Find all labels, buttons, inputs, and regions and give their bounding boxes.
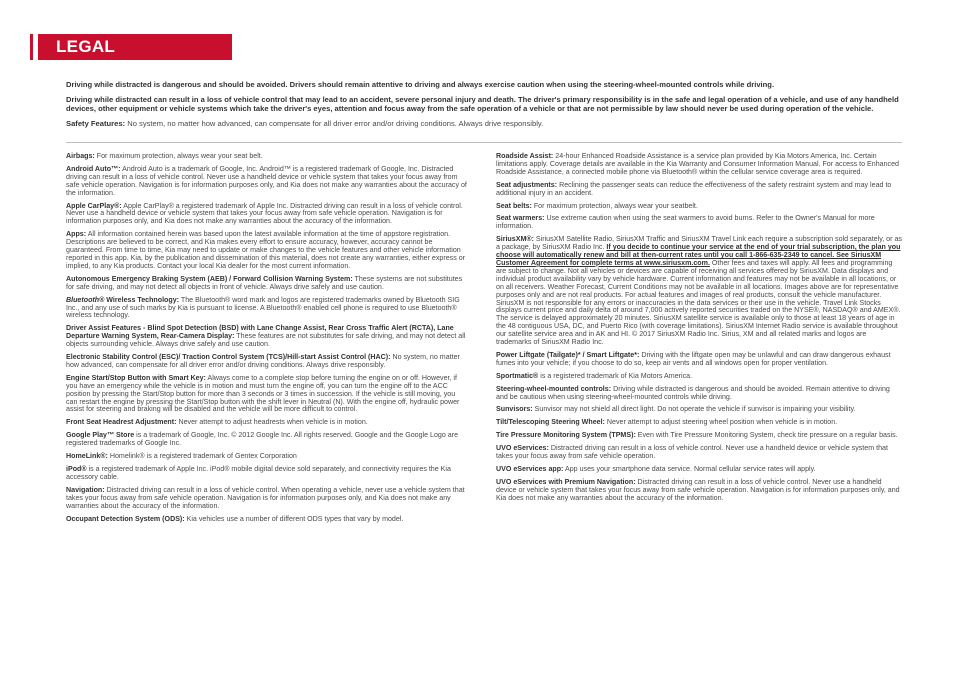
disclaimer-text: Kia vehicles use a number of different ODS types that vary by model. <box>184 514 404 523</box>
disclaimer-text: Never attempt to adjust headrests when vehicle is in motion. <box>176 418 368 427</box>
disclaimer-label: Seat belts: <box>496 201 532 210</box>
disclaimer-uvo-premium-navigation <box>496 479 902 503</box>
disclaimer-label: Wireless Technology: <box>104 295 180 304</box>
disclaimer-label: iPod® <box>66 465 87 473</box>
disclaimer-label: Seat adjustments: <box>496 180 558 189</box>
intro-section <box>66 81 906 136</box>
disclaimer-text: These features are not substitutes for safe driving, and may not detect all objects surrounding vehicle. Always drive safely and use caution. <box>66 332 466 349</box>
disclaimer-text: is a registered trademark of Apple Inc. iPod® mobile digital device sold separately, and connectivity requires the Kia accessory cable. <box>66 465 451 481</box>
disclaimer-label: Roadside Assist: <box>496 152 554 160</box>
disclaimer-esc <box>66 354 468 370</box>
disclaimer-label: Tire Pressure Monitoring System (TPMS): <box>496 431 636 440</box>
disclaimer-label: Sunvisors: <box>496 405 533 414</box>
disclaimer-text: Other fees and taxes will apply. All fees and programming are subject to change. Not all vehicles or devices are capable of receiving all services offered by SiriusXM. Data displays and individual product availability vary by vehicle hardware. Current information and features may not be available in all locations, or on all receivers. Weather Forecast, Current Conditions may not be available in all locations. Images above are for representative purposes only and are not real products. For actual features and images of real products, consult the vehicle manufacturer. SiriusXM is not responsible for any errors or inaccuracies in the data services or their use in the vehicle. Travel Link Stocks displays current price and daily delta of around 7,000 actively reported securities traded on the NYSE®, NASDAQ® and AMEX®. The service is delayed approximately 20 minutes. SiriusXM satellite service is available only to those at least 18 years of age in the 48 contiguous USA, DC, and Puerto Rico (with coverage limitations). SiriusXM Internet Radio service is available throughout our satellite service area and in AK and HI. © 2017 SiriusXM Radio Inc. Sirius, XM and all related marks and logos are trademarks of SiriusXM Radio Inc. <box>496 258 901 347</box>
disclaimer-text: App uses your smartphone data service. Normal cellular service rates will apply. <box>563 465 816 473</box>
disclaimer-android-auto <box>66 166 468 198</box>
disclaimer-aeb <box>66 276 468 292</box>
disclaimer-label: UVO eServices with Premium Navigation: <box>496 477 636 486</box>
disclaimer-homelink <box>66 453 468 461</box>
safety-features-text: No system, no matter how advanced, can compensate for all driver error and/or driving conditions. Always drive responsibly. <box>125 119 544 129</box>
disclaimer-text: Distracted driving can result in a loss of vehicle control. Never use a handheld device or vehicle system that takes your focus away from safe vehicle operation. <box>496 444 888 461</box>
intro-paragraph-2: Driving while distracted can result in a loss of vehicle control that may lead to an accident, severe personal injury and death. The driver's primary responsibility is in the safe and legal operation of a vehicle, and use of any handheld devices, other equipment or vehicle systems which take the driver's eyes, attention and focus away from the safe operation of a vehicle or that are not permissible by law should never be used during operation of the vehicle. <box>66 95 899 113</box>
disclaimer-google-play <box>66 432 468 448</box>
disclaimer-text: These systems are not substitutes for safe driving, and may not detect all objects in front of vehicle. Always drive safely and use caution. <box>66 274 463 291</box>
disclaimer-label: Occupant Detection System (ODS): <box>66 514 185 523</box>
disclaimer-tpms <box>496 432 902 440</box>
disclaimer-seat-warmers <box>496 215 902 231</box>
disclaimer-label: Driver Assist Features - Blind Spot Detection (BSD) with Lane Change Assist, Rear Cross Traffic Alert (RCTA), Lane Departure Warning System, Rear-Camera Display: <box>66 324 454 341</box>
disclaimer-seat-adjustments <box>496 182 902 198</box>
disclaimer-driver-assist <box>66 325 468 349</box>
disclaimer-power-liftgate <box>496 352 902 368</box>
disclaimer-label: Sportmatic® <box>496 371 539 380</box>
disclaimer-apple-carplay <box>66 203 468 227</box>
disclaimer-label: Android Auto™: <box>66 164 121 173</box>
disclaimer-siriusxm <box>496 236 902 347</box>
disclaimer-apps <box>66 231 468 271</box>
disclaimer-ipod <box>66 466 468 482</box>
disclaimer-text: Android Auto is a trademark of Google, Inc. Android™ is a registered trademark of Google, Inc. Distracted driving can result in a loss of vehicle control. Never use a handheld device or vehicle system that takes your focus away from safe vehicle operation. Navigation is for information purposes only, and Kia does not make any warranties about the accuracy of the information. <box>66 164 467 197</box>
disclaimer-steering-wheel-controls <box>496 386 902 402</box>
disclaimer-label: Navigation: <box>66 485 105 494</box>
left-column <box>66 153 468 528</box>
disclaimer-label: HomeLink®: <box>66 452 108 461</box>
disclaimer-text: Use extreme caution when using the seat warmers to avoid burns. Refer to the Owner's Manual for more information. <box>496 214 875 231</box>
disclaimer-text: For maximum protection, always wear your seat belt. <box>94 152 263 160</box>
disclaimer-text: The Bluetooth® word mark and logos are registered trademarks owned by Bluetooth SIG Inc., and any use of such marks by Kia is pursuant to license. A Bluetooth® enabled cell phone is required to use Bluetooth® wireless technology. <box>66 295 460 320</box>
accent-bar <box>30 34 33 60</box>
disclaimer-text: Driving while distracted is dangerous and should be avoided. Remain attentive to driving and be cautious when using steering-wheel-mounted controls while driving. <box>496 384 890 401</box>
disclaimer-text: is a registered trademark of Kia Motors America. <box>538 371 693 380</box>
disclaimer-label: Tilt/Telescoping Steering Wheel: <box>496 418 605 427</box>
intro-paragraph-3 <box>66 120 906 128</box>
disclaimer-text: Apple CarPlay® a registered trademark of Apple Inc. Distracted driving can result in a loss of vehicle control. Never use a handheld device or vehicle system that takes your focus away from safe vehicle operation. Navigation is for information purposes only, and Kia does not make any warranties about the accuracy of the information. <box>66 201 463 226</box>
disclaimer-ods <box>66 516 468 524</box>
disclaimer-uvo-app <box>496 466 902 474</box>
section-divider <box>66 142 902 143</box>
disclaimer-seat-belts <box>496 203 902 211</box>
disclaimer-airbags <box>66 153 468 161</box>
intro-paragraph-1: Driving while distracted is dangerous and should be avoided. Drivers should remain attentive to driving and always exercise caution when using the steering-wheel-mounted controls while driving. <box>66 80 775 89</box>
disclaimer-text: SiriusXM Satellite Radio, SiriusXM Traffic and SiriusXM Travel Link each require a subscription sold separately, or as a package, by SiriusXM Radio Inc. <box>496 235 902 252</box>
disclaimer-label: Apps: <box>66 230 87 239</box>
disclaimer-label: Steering-wheel-mounted controls: <box>496 384 612 393</box>
disclaimer-text: Driving with the liftgate open may be unlawful and can draw dangerous exhaust fumes into your vehicle; if you choose to do so, keep air vents and all windows open for proper ventilation. <box>496 350 891 367</box>
disclaimer-text: For maximum protection, always wear your seatbelt. <box>531 201 698 210</box>
disclaimer-roadside-assist <box>496 153 902 177</box>
disclaimer-text: Even with Tire Pressure Monitoring System, check tire pressure on a regular basis. <box>635 431 898 440</box>
siriusxm-renewal-terms: If you decide to continue your service at the end of your trial subscription, the plan you choose will automatically renew and bill at then-current rates until you call 1-866-635-2349 to cancel. See SiriusXM Customer Agreement for complete terms at www.siriusxm.com. <box>496 243 901 267</box>
disclaimer-text: 24-hour Enhanced Roadside Assistance is a service plan provided by Kia Motors America, Inc. Certain limitations apply. Coverage details are available in the Kia Warranty and Consumer Information Manual. For access to Enhanced Roadside Assistance, a connected mobile phone via Bluetooth® within the cellular service coverage area is required. <box>496 152 899 176</box>
disclaimer-tilt-telescoping <box>496 419 902 427</box>
disclaimer-text: Always come to a complete stop before turning the engine on or off. However, if you have an emergency while the vehicle is in motion and must turn the engine off, you can turn the engine off to the ACC position by pressing the Start/Stop button for more than 3 seconds or 3 times in succession. If the vehicle is still moving, you can restart the engine by pressing the Start/Stop button with the shift lever in Neutral (N). With the engine off, hydraulic power assist for steering and braking will be disabled and the vehicle will be more difficult to control. <box>66 373 460 414</box>
disclaimer-label: Apple CarPlay®: <box>66 201 122 210</box>
disclaimer-navigation <box>66 487 468 511</box>
disclaimer-text: Distracted driving can result in a loss of vehicle control. Never use a handheld device or vehicle system that takes your focus away from safe vehicle operation. Navigation is for information purposes only, and Kia does not make any warranties about the accuracy of the information. <box>496 477 900 502</box>
disclaimer-sunvisors <box>496 406 902 414</box>
disclaimer-text: No system, no matter how advanced, can compensate for all driver error and/or driving conditions. Always drive responsibly. <box>66 353 460 369</box>
disclaimer-text: is a trademark of Google, Inc. © 2012 Google Inc. All rights reserved. Google and the Google Logo are registered trademarks of Google Inc. <box>66 431 459 448</box>
disclaimer-label: Power Liftgate (Tailgate)* / Smart Liftgate*: <box>496 350 640 359</box>
disclaimer-label: Airbags: <box>66 152 95 160</box>
disclaimer-text: Reclining the passenger seats can reduce the effectiveness of the safety restraint system and may lead to additional injury in an accident. <box>496 180 892 197</box>
disclaimer-label: SiriusXM®: <box>496 235 534 244</box>
right-column <box>496 153 902 508</box>
disclaimer-headrest <box>66 419 468 427</box>
disclaimer-label: Google Play™ Store <box>66 431 135 440</box>
disclaimer-bluetooth <box>66 297 468 321</box>
page-title: LEGAL DISCLAIMERS <box>38 34 232 60</box>
disclaimer-label: UVO eServices: <box>496 444 549 453</box>
disclaimer-uvo-eservices <box>496 445 902 461</box>
disclaimer-label: Front Seat Headrest Adjustment: <box>66 418 177 427</box>
disclaimer-label: Engine Start/Stop Button with Smart Key: <box>66 373 206 382</box>
disclaimer-sportmatic <box>496 373 902 381</box>
disclaimer-text: All information contained herein was based upon the latest available information at the time of appstore registration. Descriptions are believed to be correct, and Kia makes every effort to ensure accuracy, however, accuracy cannot be guaranteed. From time to time, Kia may need to update or make changes to the vehicle features and other vehicle information reported in this app. Kia, by the publication and dissemination of this material, does not create any warranties, either express or implied, to any Kia products. Contact your local Kia dealer for the most current information. <box>66 230 466 270</box>
disclaimer-text: Never attempt to adjust steering wheel position when vehicle is in motion. <box>604 418 838 427</box>
disclaimer-label: Autonomous Emergency Braking System (AEB) / Forward Collision Warning System: <box>66 274 353 283</box>
disclaimer-text: Distracted driving can result in a loss of vehicle control. When operating a vehicle, never use a vehicle system that takes your focus away from safe vehicle operation. Navigation is for information purposes only, and Kia does not make any warranties about the accuracy of the information. <box>66 485 465 510</box>
disclaimer-label: Seat warmers: <box>496 214 545 223</box>
safety-features-label: Safety Features: <box>66 119 126 129</box>
disclaimer-text: Homelink® is a registered trademark of Gentex Corporation <box>107 452 297 461</box>
disclaimer-label: Electronic Stability Control (ESC)/ Traction Control System (TCS)/Hill-start Assist Control (HAC): <box>66 353 391 362</box>
disclaimer-engine-start-stop <box>66 375 468 415</box>
disclaimer-label: Bluetooth® <box>66 295 105 304</box>
disclaimer-label: UVO eServices app: <box>496 465 564 473</box>
disclaimer-text: Sunvisor may not shield all direct light. Do not operate the vehicle if sunvisor is impairing your visibility. <box>532 405 856 414</box>
